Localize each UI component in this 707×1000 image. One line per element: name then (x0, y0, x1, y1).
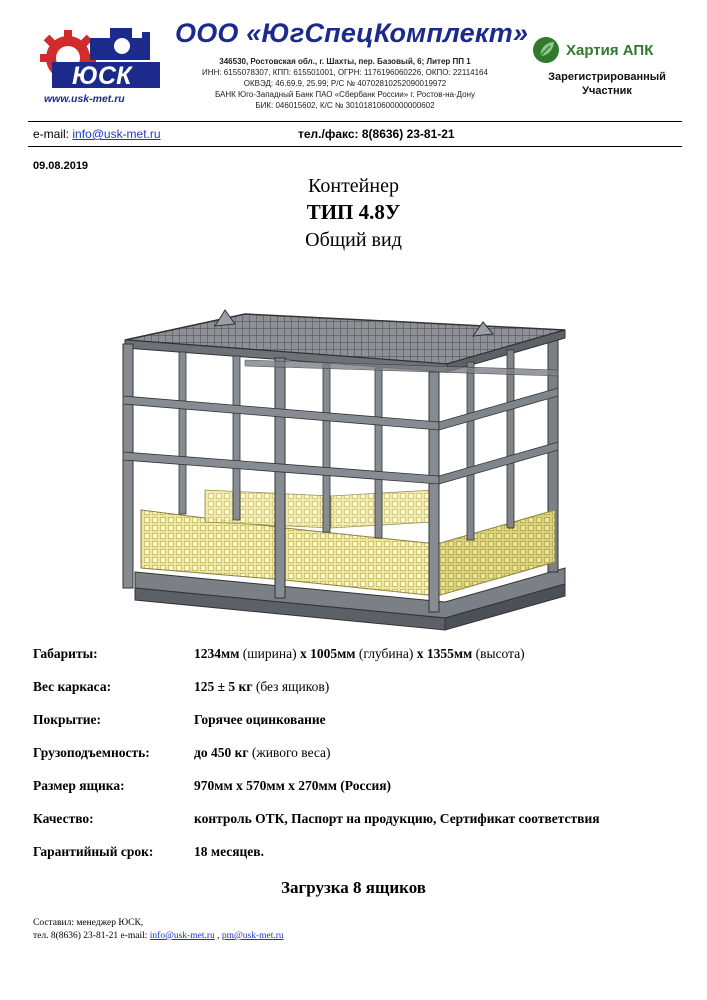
company-okved: ОКВЭД: 46.69.9, 25.99; Р/С № 40702810252090019972 (243, 79, 447, 88)
footer-contact: тел. 8(8636) 23-81-21 e-mail: info@usk-met.ru , pm@usk-met.ru (33, 931, 284, 941)
load-capacity-title: Загрузка 8 ящиков (281, 878, 426, 897)
spec-label-capacity: Грузоподъемность: (33, 745, 150, 760)
document-date: 09.08.2019 (33, 160, 89, 172)
company-bik: БИК: 046015602, К/С № 30101810600000000602 (255, 101, 435, 110)
company-bank: БАНК Юго-Западный Банк ПАО «Сбербанк России» г. Ростов-на-Дону (214, 90, 476, 99)
company-name: ООО «ЮгСпецКомплект» (175, 18, 529, 48)
company-address: 346530, Ростовская обл., г. Шахты, пер. Базовый, 6; Литер ПП 1 (219, 57, 471, 66)
header-divider-top (28, 121, 682, 122)
footer-phone: тел. 8(8636) 23-81-21 e-mail: (33, 931, 148, 941)
container-drawing (95, 300, 605, 640)
footer-email-info[interactable]: info@usk-met.ru (149, 931, 215, 941)
company-logo (30, 28, 165, 110)
email-link[interactable]: info@usk-met.ru (72, 127, 161, 141)
partner-name: Хартия АПК (566, 41, 654, 59)
spec-value-capacity: до 450 кг (живого веса) (194, 745, 331, 760)
doc-title-line2: ТИП 4.8У (306, 200, 401, 224)
footer-composed-by: Составил: менеджер ЮСК, (33, 918, 144, 928)
leaf-icon (532, 36, 560, 64)
spec-value-quality: контроль ОТК, Паспорт на продукцию, Сертификат соответствия (194, 811, 600, 826)
footer-email-pm[interactable]: pm@usk-met.ru (221, 931, 284, 941)
header-phone: тел./факс: 8(8636) 23-81-21 (298, 127, 455, 141)
partner-subtitle-2: Участник (582, 85, 632, 97)
logo-letters: ЮСК (72, 62, 132, 90)
spec-value-crate-size: 970мм x 570мм x 270мм (Россия) (194, 778, 392, 793)
spec-value-weight: 125 ± 5 кг (без ящиков) (194, 679, 330, 694)
spec-label-coating: Покрытие: (33, 712, 101, 727)
spec-label-weight: Вес каркаса: (33, 679, 112, 694)
spec-label-crate-size: Размер ящика: (33, 778, 125, 793)
spec-label-warranty: Гарантийный срок: (33, 844, 154, 859)
header-email (33, 127, 161, 141)
partner-subtitle-1: Зарегистрированный (548, 71, 666, 83)
email-label: e-mail: (33, 127, 70, 141)
header-divider-bottom (28, 146, 682, 147)
spec-value-coating: Горячее оцинкование (194, 712, 326, 727)
company-registration: ИНН: 6155078307, КПП: 615501001, ОГРН: 1176196060226, ОКПО: 22114164 (202, 68, 488, 77)
spec-value-dimensions: 1234мм (ширина) x 1005мм (глубина) x 1355мм (высота) (194, 646, 525, 661)
gear-icon (30, 28, 165, 110)
spec-label-dimensions: Габариты: (33, 646, 98, 661)
spec-value-warranty: 18 месяцев. (194, 844, 264, 859)
logo-url: www.usk-met.ru (44, 93, 125, 105)
partner-badge (532, 36, 682, 106)
spec-label-quality: Качество: (33, 811, 94, 826)
doc-title-line3: Общий вид (305, 229, 402, 251)
doc-title-line1: Контейнер (308, 175, 399, 197)
